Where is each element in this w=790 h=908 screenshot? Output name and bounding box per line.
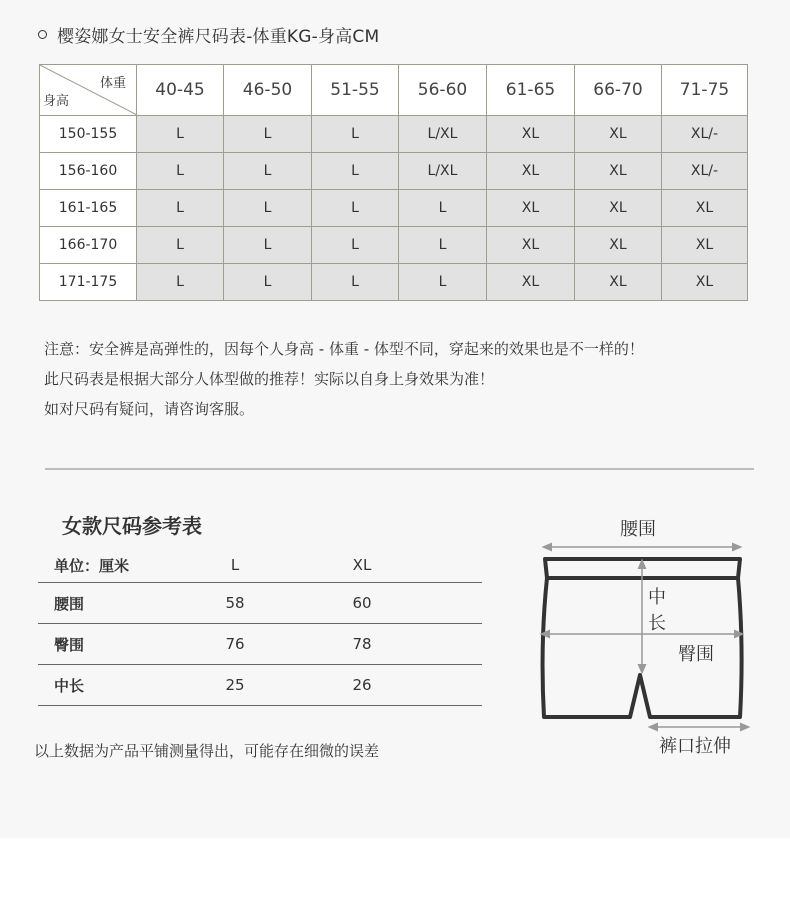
height-row-label: 150-155 <box>40 116 137 153</box>
size-notes <box>44 334 644 424</box>
size-cell: XL <box>575 190 662 227</box>
size-chart-table <box>39 64 748 301</box>
size-cell: XL <box>575 264 662 301</box>
note-line: 如对尺码有疑问，请咨询客服。 <box>44 400 255 418</box>
height-row-label: 161-165 <box>40 190 137 227</box>
size-cell: L <box>224 227 312 264</box>
bullet-circle-icon <box>38 30 47 39</box>
table-row <box>38 665 482 706</box>
size-cell: L <box>224 153 312 190</box>
waist-label: 腰围 <box>620 519 656 540</box>
size-chart-title: 樱姿娜女士安全裤尺码表-体重KG-身高CM <box>57 26 380 47</box>
table-row <box>38 624 482 665</box>
note-line: 注意：安全裤是高弹性的，因每个人身高 - 体重 - 体型不同，穿起来的效果也是不一样的！ <box>44 340 644 358</box>
weight-column-header: 61-65 <box>487 65 575 116</box>
weight-column-header: 71-75 <box>662 65 748 116</box>
size-cell: XL <box>662 264 748 301</box>
size-cell: L <box>137 116 224 153</box>
height-row-label: 156-160 <box>40 153 137 190</box>
size-chart-header-row <box>40 65 748 116</box>
reference-table <box>38 548 482 706</box>
measure-value-xl: 78 <box>352 635 372 653</box>
measure-label: 中长 <box>54 676 85 695</box>
size-cell: L <box>312 116 399 153</box>
note-line: 此尺码表是根据大部分人体型做的推荐！实际以自身上身效果为准！ <box>44 370 495 388</box>
size-cell: L <box>137 153 224 190</box>
size-cell: L <box>224 190 312 227</box>
shorts-measurement-diagram <box>520 505 760 765</box>
weight-column-header: 51-55 <box>312 65 399 116</box>
size-cell: L <box>312 190 399 227</box>
size-cell: XL <box>487 190 575 227</box>
mid-length-label-top: 中 <box>648 587 666 608</box>
size-cell: L <box>312 153 399 190</box>
measure-value-xl: 60 <box>352 594 372 612</box>
measure-label: 腰围 <box>54 594 85 613</box>
size-cell: L <box>224 264 312 301</box>
size-cell: XL/- <box>662 116 748 153</box>
size-cell: L <box>399 190 487 227</box>
size-cell: L <box>137 190 224 227</box>
weight-column-header: 56-60 <box>399 65 487 116</box>
section-divider <box>45 468 754 470</box>
hip-label: 臀围 <box>678 644 714 665</box>
size-cell: L <box>137 227 224 264</box>
shorts-outline-icon <box>520 505 760 765</box>
size-cell: XL <box>662 190 748 227</box>
measurement-footnote: 以上数据为产品平铺测量得出，可能存在细微的误差 <box>34 742 380 760</box>
measure-value-xl: 26 <box>352 676 372 694</box>
size-cell: XL <box>487 116 575 153</box>
size-cell: L/XL <box>399 153 487 190</box>
size-chart-heading <box>38 22 379 46</box>
corner-weight-label: 体重 <box>99 76 126 91</box>
size-cell: XL <box>575 116 662 153</box>
table-row <box>40 264 748 301</box>
size-chart-corner-cell <box>40 65 137 116</box>
table-row <box>40 116 748 153</box>
measure-value-l: 58 <box>225 594 245 612</box>
column-header-l: L <box>230 556 240 574</box>
size-cell: XL/- <box>662 153 748 190</box>
measure-label: 臀围 <box>54 635 85 654</box>
reference-title: 女款尺码参考表 <box>62 514 202 538</box>
size-cell: XL <box>575 153 662 190</box>
table-row <box>40 153 748 190</box>
size-cell: L <box>312 227 399 264</box>
table-row <box>40 190 748 227</box>
column-header-xl: XL <box>352 556 372 574</box>
weight-column-header: 66-70 <box>575 65 662 116</box>
mid-length-label-bottom: 长 <box>648 613 666 634</box>
weight-column-header: 40-45 <box>137 65 224 116</box>
table-row <box>40 227 748 264</box>
unit-label: 单位：厘米 <box>54 556 130 575</box>
corner-height-label: 身高 <box>43 94 70 109</box>
size-cell: L <box>399 264 487 301</box>
measure-value-l: 76 <box>225 635 245 653</box>
weight-column-header: 46-50 <box>224 65 312 116</box>
size-cell: XL <box>487 264 575 301</box>
size-cell: L/XL <box>399 116 487 153</box>
size-cell: L <box>224 116 312 153</box>
size-cell: L <box>137 264 224 301</box>
reference-header-row <box>38 548 482 583</box>
measure-value-l: 25 <box>225 676 245 694</box>
size-cell: XL <box>662 227 748 264</box>
size-cell: L <box>312 264 399 301</box>
table-row <box>38 583 482 624</box>
size-cell: XL <box>487 227 575 264</box>
height-row-label: 166-170 <box>40 227 137 264</box>
size-cell: XL <box>575 227 662 264</box>
height-row-label: 171-175 <box>40 264 137 301</box>
leg-opening-label: 裤口拉伸 <box>659 736 731 757</box>
size-cell: L <box>399 227 487 264</box>
size-cell: XL <box>487 153 575 190</box>
